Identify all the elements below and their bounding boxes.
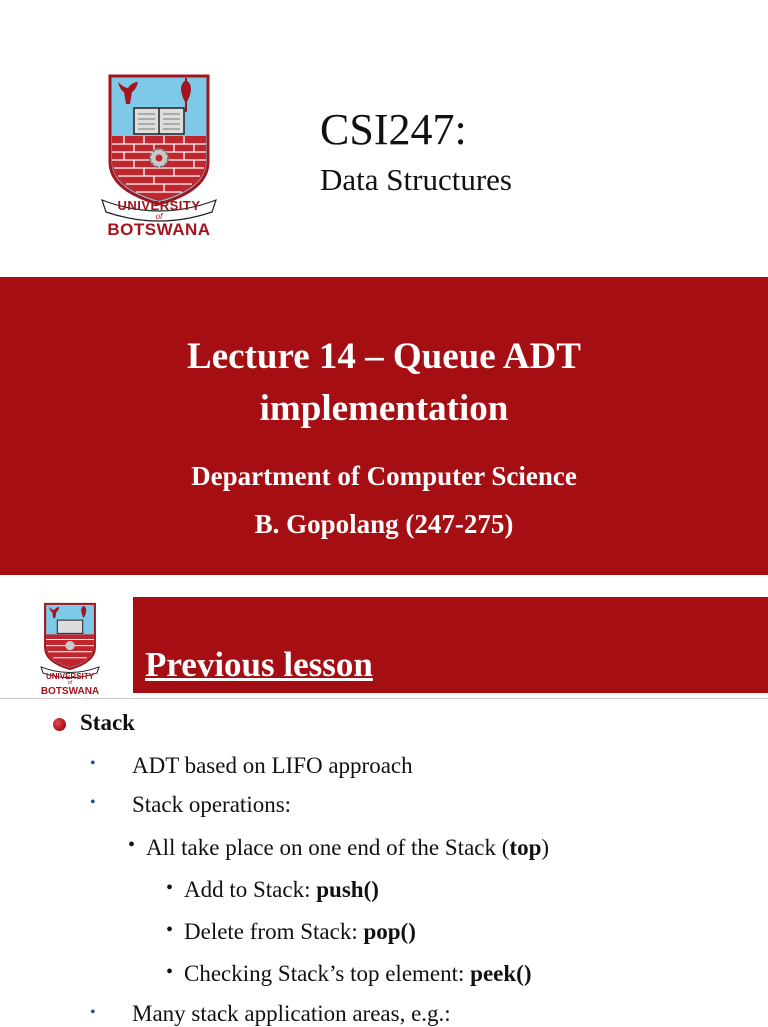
bullet-peek-bold: peek() xyxy=(470,961,532,986)
university-name-line1: UNIVERSITY xyxy=(117,198,201,213)
university-name-small-line1: UNIVERSITY xyxy=(45,672,94,681)
university-crest-logo-small xyxy=(40,596,100,684)
lecture-title-line1: Lecture 14 – Queue ADT xyxy=(187,336,581,377)
lecture-title xyxy=(0,331,768,435)
university-name-small xyxy=(34,672,106,697)
bullet-pop xyxy=(184,919,416,945)
slide-title-bar xyxy=(133,597,768,693)
university-name xyxy=(100,198,218,239)
bullet-stack-text: Stack xyxy=(80,710,135,735)
department-name: Department of Computer Science xyxy=(191,461,577,491)
bullet-pop-bold: pop() xyxy=(363,919,416,944)
university-name-small-line2: of xyxy=(67,680,73,686)
bullet-peek xyxy=(184,961,532,987)
content-slide xyxy=(0,580,768,1024)
bullet-red-dot xyxy=(53,718,66,731)
bullet-stack-operations: Stack operations: xyxy=(132,792,292,817)
lecture-banner xyxy=(0,277,768,575)
lecture-title-line2: implementation xyxy=(259,388,509,429)
bullet-push-bold: push() xyxy=(316,877,379,902)
bullet-black-dot: • xyxy=(166,961,174,983)
bullet-blue-dot: • xyxy=(90,755,96,772)
bullet-push xyxy=(184,877,379,903)
bullet-black-dot: • xyxy=(166,919,174,941)
bullet-one-end xyxy=(146,835,549,861)
bullet-peek-pre: Checking Stack’s top element: xyxy=(184,961,471,986)
university-name-small-line3: BOTSWANA xyxy=(40,686,100,697)
course-name: Data Structures xyxy=(320,162,512,197)
bullet-one-end-bold: top xyxy=(509,835,542,860)
university-name-line3: BOTSWANA xyxy=(107,220,211,239)
divider xyxy=(0,698,768,699)
university-name-line2: of xyxy=(155,212,163,221)
bullet-black-dot: • xyxy=(166,877,174,899)
bullet-blue-dot: • xyxy=(90,1004,96,1021)
bullet-push-pre: Add to Stack: xyxy=(184,877,317,902)
bullet-stack xyxy=(80,710,135,736)
bullet-applications: Many stack application areas, e.g.: xyxy=(132,1001,451,1026)
bullet-pop-pre: Delete from Stack: xyxy=(184,919,364,944)
bullet-black-dot: • xyxy=(128,834,136,856)
bullet-adt-lifo: ADT based on LIFO approach xyxy=(132,753,413,778)
bullet-blue-dot: • xyxy=(90,794,96,811)
lecturer-name: B. Gopolang (247-275) xyxy=(254,509,514,539)
course-code: CSI247: xyxy=(320,105,467,154)
slide-title: Previous lesson xyxy=(145,645,373,684)
bullet-one-end-pre: All take place on one end of the Stack ( xyxy=(146,835,510,860)
bullet-one-end-post: ) xyxy=(541,835,550,860)
